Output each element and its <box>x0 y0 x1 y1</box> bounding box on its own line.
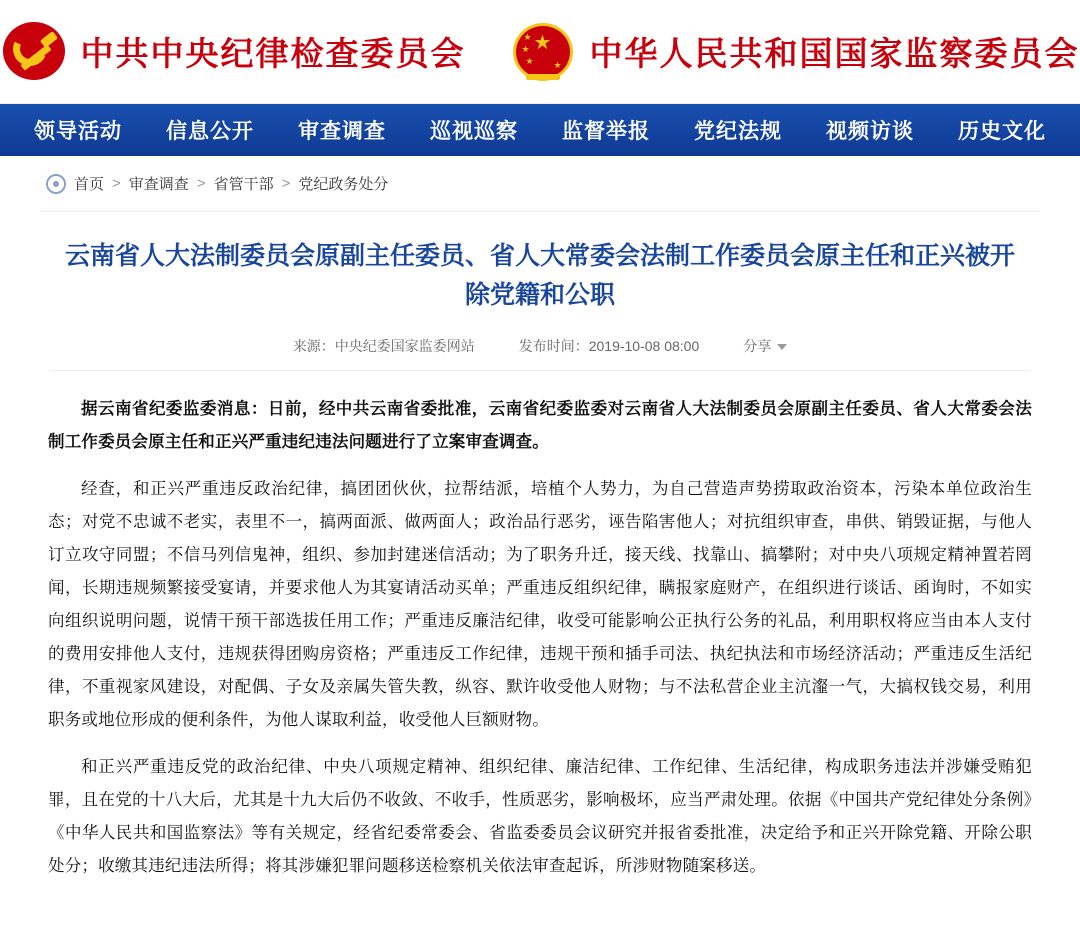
nav-item-video-interview[interactable]: 视频访谈 <box>826 119 914 143</box>
page-title: 云南省人大法制委员会原副主任委员、省人大常委会法制工作委员会原主任和正兴被开除党籍和公职 <box>64 243 1015 309</box>
nav-item-party-regulations[interactable]: 党纪法规 <box>694 119 782 143</box>
breadcrumb-item-investigation[interactable]: 审查调查 <box>128 176 189 193</box>
site-masthead <box>0 0 1080 104</box>
cpc-hammer-sickle-emblem <box>1 22 67 82</box>
brand-cpc[interactable] <box>1 22 466 82</box>
chevron-down-icon <box>777 344 787 350</box>
breadcrumb-item-party-discipline-sanctions[interactable]: 党纪政务处分 <box>298 176 389 193</box>
article-meta <box>50 336 1030 371</box>
nav-item-history-culture[interactable]: 历史文化 <box>958 119 1046 143</box>
breadcrumb-separator: > <box>196 175 206 192</box>
content-area <box>0 156 1080 927</box>
brand-title-cpc: 中共中央纪律检查委员会 <box>80 37 466 73</box>
article-publish-time: 发布时间：2019-10-08 08:00 <box>518 337 700 354</box>
article-paragraph: 和正兴严重违反党的政治纪律、中央八项规定精神、组织纪律、廉洁纪律、工作纪律、生活纪律，构成职务违法并涉嫌受贿犯罪，且在党的十八大后，尤其是十九大后仍不收敛、不收手，性质恶劣，影响极坏，应当严肃处理。依据《中国共产党纪律处分条例》《中华人民共和国监察法》等有关规定，经省纪委常委会、省监委委员会议研究并报省委批准，决定给予和正兴开除党籍、开除公职处分；收缴其违纪违法所得；将其涉嫌犯罪问题移送检察机关依法审查起诉，所涉财物随案移送。 <box>48 757 1032 875</box>
share-button[interactable] <box>743 336 787 356</box>
article-source: 来源：中央纪委国家监委网站 <box>292 337 475 354</box>
breadcrumb-separator: > <box>281 175 291 192</box>
article-paragraph: 据云南省纪委监委消息：日前，经中共云南省委批准，云南省纪委监委对云南省人大法制委员会原副主任委员、省人大常委会法制工作委员会原主任和正兴严重违纪违法问题进行了立案审查调查。 <box>48 399 1032 451</box>
nav-item-inspection[interactable]: 巡视巡察 <box>430 119 518 143</box>
article-paragraph: 经查，和正兴严重违反政治纪律，搞团团伙伙，拉帮结派，培植个人势力，为自己营造声势捞取政治资本，污染本单位政治生态；对党不忠诚不老实，表里不一，搞两面派、做两面人；政治品行恶劣，诬告陷害他人；对抗组织审查，串供、销毁证据，与他人订立攻守同盟；不信马列信鬼神，组织、参加封建迷信活动；为了职务升迁，接天线、找靠山、搞攀附；对中央八项规定精神置若罔闻，长期违规频繁接受宴请，并要求他人为其宴请活动买单；严重违反组织纪律，瞒报家庭财产，在组织进行谈话、函询时，不如实向组织说明问题，说情干预干部选拔任用工作；严重违反廉洁纪律，收受可能影响公正执行公务的礼品，利用职权将应当由本人支付的费用安排他人支付，违规获得团购房资格；严重违反工作纪律，违规干预和插手司法、执纪执法和市场经济活动；严重违反生活纪律，不重视家风建设，对配偶、子女及亲属失管失教，纵容、默许收受他人财物；与不法私营企业主沆瀣一气，大搞权钱交易，利用职务或地位形成的便利条件，为他人谋取利益，收受他人巨额财物。 <box>48 479 1032 729</box>
national-emblem: ★ ★ ★ ★ ★ <box>510 21 576 83</box>
main-navigation <box>0 104 1080 156</box>
brand-title-national: 中华人民共和国国家监察委员会 <box>589 37 1080 73</box>
breadcrumb <box>40 156 1040 212</box>
nav-item-investigation[interactable]: 审查调查 <box>298 119 386 143</box>
share-label: 分享 <box>743 337 772 354</box>
brand-national[interactable] <box>510 21 1080 83</box>
breadcrumb-separator: > <box>112 175 121 192</box>
breadcrumb-item-provincial-cadres[interactable]: 省管干部 <box>213 176 274 193</box>
nav-item-information-disclosure[interactable]: 信息公开 <box>166 119 254 143</box>
nav-item-leadership[interactable]: 领导活动 <box>34 119 122 143</box>
location-pin-icon <box>46 174 66 194</box>
breadcrumb-item-home[interactable]: 首页 <box>74 176 105 193</box>
nav-item-supervision-report[interactable]: 监督举报 <box>562 119 650 143</box>
article-body <box>40 371 1040 927</box>
